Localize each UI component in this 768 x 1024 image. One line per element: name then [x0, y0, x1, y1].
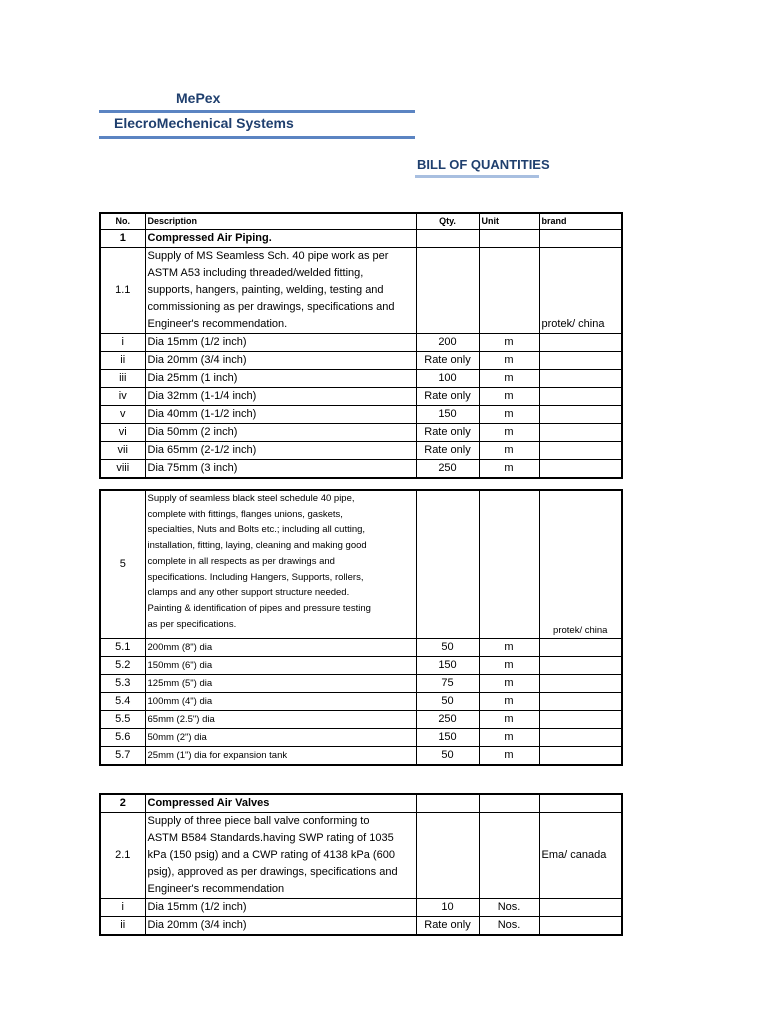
row-unit: m: [479, 442, 539, 460]
item-brand: protek/ china: [539, 248, 622, 334]
table-row: [100, 693, 622, 711]
table-row: [100, 352, 622, 370]
item-row: [100, 490, 622, 639]
row-qty: Rate only: [416, 352, 479, 370]
row-qty: Rate only: [416, 917, 479, 936]
row-number: i: [100, 334, 145, 352]
section-title: Compressed Air Valves: [145, 794, 416, 813]
row-unit: m: [479, 352, 539, 370]
table-row: [100, 639, 622, 657]
row-number: i: [100, 899, 145, 917]
row-number: 5.3: [100, 675, 145, 693]
row-description: 25mm (1") dia for expansion tank: [145, 747, 416, 766]
row-unit: m: [479, 334, 539, 352]
row-number: iii: [100, 370, 145, 388]
row-qty: 150: [416, 657, 479, 675]
row-unit: m: [479, 729, 539, 747]
row-description: Dia 32mm (1-1/4 inch): [145, 388, 416, 406]
description-line: installation, fitting, laying, cleaning and making good: [147, 540, 367, 552]
section-title: Compressed Air Piping.: [145, 230, 416, 248]
row-unit: m: [479, 711, 539, 729]
table-row: [100, 424, 622, 442]
row-description: Dia 20mm (3/4 inch): [145, 917, 416, 936]
row-description: Dia 40mm (1-1/2 inch): [145, 406, 416, 424]
row-qty: 150: [416, 729, 479, 747]
description-line: psig), approved as per drawings, specifications and: [147, 866, 398, 878]
row-qty: 50: [416, 693, 479, 711]
row-unit: m: [479, 675, 539, 693]
row-qty: Rate only: [416, 388, 479, 406]
table-row: [100, 334, 622, 352]
row-number: ii: [100, 352, 145, 370]
description-line: supports, hangers, painting, welding, testing and: [147, 284, 384, 296]
row-description: 50mm (2") dia: [145, 729, 416, 747]
row-qty: Rate only: [416, 442, 479, 460]
header-rule: [99, 110, 415, 113]
col-header-unit: Unit: [479, 213, 539, 230]
row-unit: m: [479, 370, 539, 388]
row-description: Dia 15mm (1/2 inch): [145, 899, 416, 917]
row-number: 5.1: [100, 639, 145, 657]
description-line: commissioning as per drawings, specifications and: [147, 301, 395, 313]
row-unit: m: [479, 406, 539, 424]
table-row: [100, 747, 622, 766]
row-description: Dia 65mm (2-1/2 inch): [145, 442, 416, 460]
boq-table-black-steel: [99, 489, 623, 766]
row-unit: m: [479, 657, 539, 675]
row-unit: m: [479, 693, 539, 711]
row-number: 5.2: [100, 657, 145, 675]
row-qty: 250: [416, 711, 479, 729]
description-line: as per specifications.: [147, 618, 237, 630]
table-row: [100, 406, 622, 424]
header-rule: [99, 136, 415, 139]
row-number: 5.4: [100, 693, 145, 711]
row-description: Dia 50mm (2 inch): [145, 424, 416, 442]
row-description: Dia 20mm (3/4 inch): [145, 352, 416, 370]
row-unit: m: [479, 747, 539, 766]
section-row: [100, 230, 622, 248]
boq-table-valves: [99, 793, 623, 936]
description-line: Supply of three piece ball valve conforming to: [147, 815, 370, 827]
row-description: 125mm (5") dia: [145, 675, 416, 693]
row-number: viii: [100, 460, 145, 479]
row-qty: 75: [416, 675, 479, 693]
section-row: [100, 794, 622, 813]
description-line: complete in all respects as per drawings and: [147, 555, 335, 567]
section-number: 1: [100, 230, 145, 248]
document-title: BILL OF QUANTITIES: [417, 157, 550, 172]
row-description: 200mm (8") dia: [145, 639, 416, 657]
row-number: v: [100, 406, 145, 424]
row-number: 5.5: [100, 711, 145, 729]
description-line: Supply of seamless black steel schedule 40 pipe,: [147, 493, 355, 504]
table-header-row: [100, 213, 622, 230]
item-brand: protek/ china: [539, 490, 622, 639]
row-qty: 250: [416, 460, 479, 479]
item-number: 1.1: [100, 248, 145, 334]
row-qty: 200: [416, 334, 479, 352]
description-line: specialties, Nuts and Bolts etc.; including all cutting,: [147, 524, 366, 536]
table-row: [100, 460, 622, 479]
table-row: [100, 657, 622, 675]
col-header-no: No.: [100, 213, 145, 230]
row-description: Dia 25mm (1 inch): [145, 370, 416, 388]
row-unit: m: [479, 460, 539, 479]
row-description: Dia 15mm (1/2 inch): [145, 334, 416, 352]
row-number: ii: [100, 917, 145, 936]
row-description: 150mm (6") dia: [145, 657, 416, 675]
description-line: kPa (150 psig) and a CWP rating of 4138 kPa (600: [147, 849, 395, 861]
description-line: Supply of MS Seamless Sch. 40 pipe work as per: [147, 250, 389, 262]
table-row: [100, 729, 622, 747]
row-unit: m: [479, 639, 539, 657]
item-number: 5: [100, 490, 145, 639]
section-number: 2: [100, 794, 145, 813]
table-row: [100, 711, 622, 729]
description-line: Engineer's recommendation.: [147, 318, 288, 330]
row-unit: Nos.: [479, 917, 539, 936]
row-description: 100mm (4") dia: [145, 693, 416, 711]
row-unit: m: [479, 388, 539, 406]
company-subtitle: ElecroMechenical Systems: [114, 115, 294, 131]
table-row: [100, 442, 622, 460]
table-row: [100, 899, 622, 917]
table-row: [100, 388, 622, 406]
description-line: ASTM A53 including threaded/welded fitting,: [147, 267, 364, 279]
table-row: [100, 675, 622, 693]
col-header-description: Description: [145, 213, 416, 230]
boq-table-piping: [99, 212, 623, 479]
row-number: iv: [100, 388, 145, 406]
description-line: Painting & identification of pipes and pressure testing: [147, 602, 371, 614]
row-number: 5.7: [100, 747, 145, 766]
item-row: [100, 813, 622, 899]
item-brand: Ema/ canada: [539, 813, 622, 899]
description-line: specifications. Including Hangers, Supports, rollers,: [147, 571, 364, 583]
item-number: 2.1: [100, 813, 145, 899]
title-underline: [415, 175, 539, 178]
item-row: [100, 248, 622, 334]
row-unit: m: [479, 424, 539, 442]
row-qty: 50: [416, 747, 479, 766]
row-qty: 50: [416, 639, 479, 657]
description-line: complete with fittings, flanges unions, gaskets,: [147, 508, 343, 520]
description-line: clamps and any other support structure needed.: [147, 587, 350, 599]
item-description: [145, 248, 416, 334]
row-qty: 10: [416, 899, 479, 917]
item-description: [145, 490, 416, 639]
item-description: [145, 813, 416, 899]
row-qty: 100: [416, 370, 479, 388]
description-line: ASTM B584 Standards.having SWP rating of 1035: [147, 832, 394, 844]
description-line: Engineer's recommendation: [147, 883, 285, 895]
row-number: 5.6: [100, 729, 145, 747]
row-description: Dia 75mm (3 inch): [145, 460, 416, 479]
row-qty: 150: [416, 406, 479, 424]
row-description: 65mm (2.5") dia: [145, 711, 416, 729]
row-number: vi: [100, 424, 145, 442]
table-row: [100, 917, 622, 936]
col-header-brand: brand: [539, 213, 622, 230]
row-number: vii: [100, 442, 145, 460]
company-name: MePex: [176, 90, 221, 106]
col-header-qty: Qty.: [416, 213, 479, 230]
table-row: [100, 370, 622, 388]
row-unit: Nos.: [479, 899, 539, 917]
row-qty: Rate only: [416, 424, 479, 442]
